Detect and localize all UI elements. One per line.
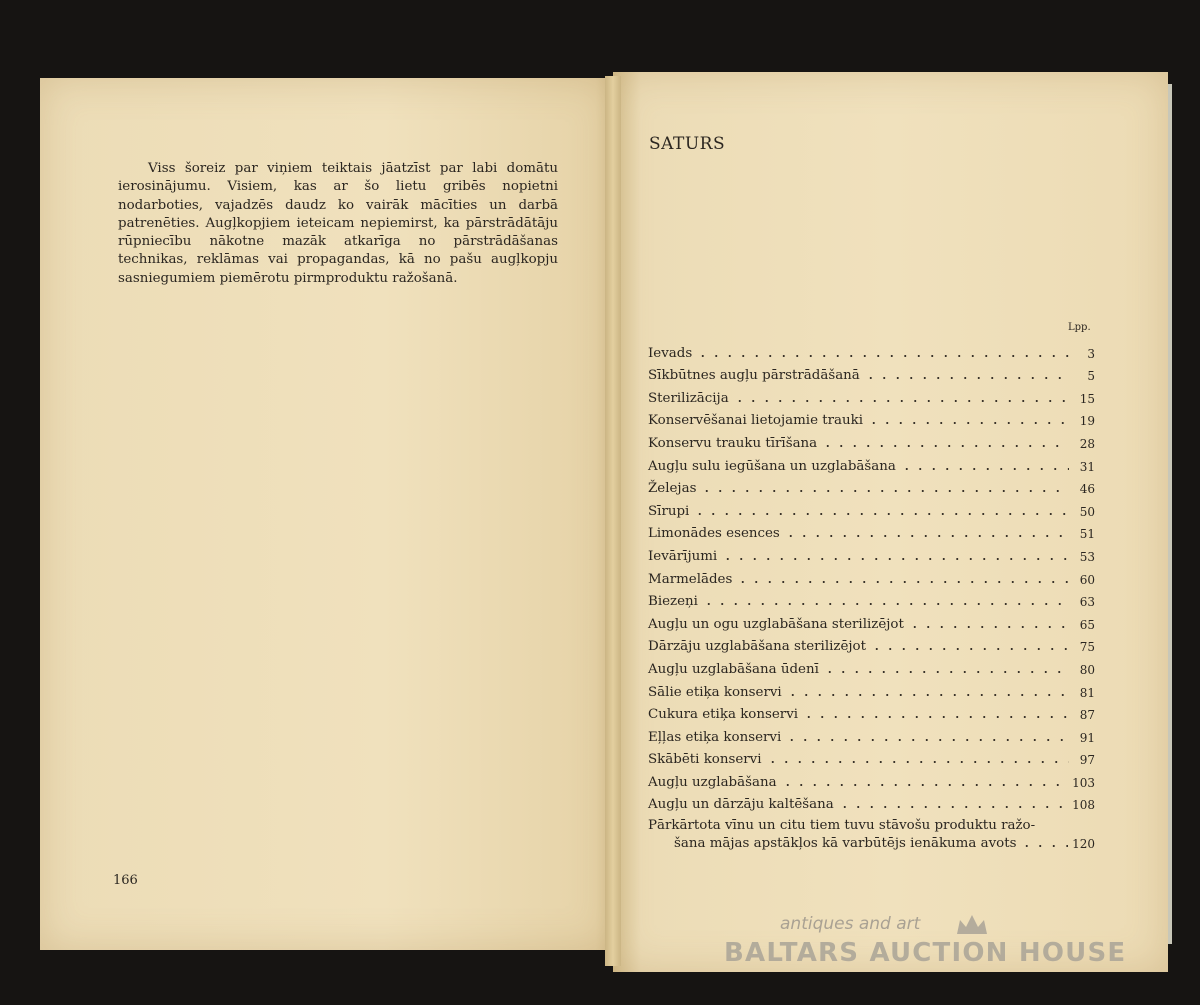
dot-leader (870, 638, 1069, 651)
toc-entry (648, 632, 1095, 655)
dot-leader (900, 457, 1069, 470)
toc-entry (648, 474, 1095, 497)
dot-leader (721, 548, 1069, 561)
page-number: 166 (113, 873, 138, 888)
toc-entry (648, 587, 1095, 610)
toc-entry-page: 75 (1079, 640, 1095, 655)
toc-entry (648, 654, 1095, 677)
toc-entry (648, 519, 1095, 542)
dot-leader (786, 683, 1069, 696)
toc-entry (648, 745, 1095, 768)
dot-leader (700, 480, 1069, 493)
toc-entry (648, 722, 1095, 745)
dot-leader (696, 344, 1069, 357)
dot-leader (702, 593, 1069, 606)
toc-entry-page: 5 (1087, 369, 1095, 384)
toc-entry-page: 97 (1079, 753, 1095, 768)
toc-entry (648, 406, 1095, 429)
toc-entry-page: 51 (1079, 527, 1095, 542)
toc-entry-title: Konservu trauku tīrīšana (648, 435, 818, 451)
toc-entry (648, 383, 1095, 406)
dot-leader (736, 570, 1069, 583)
toc-entry (648, 564, 1095, 587)
dot-leader (823, 661, 1069, 674)
dot-leader (733, 389, 1069, 402)
toc-entry-page: 31 (1079, 459, 1095, 474)
dot-leader (785, 728, 1069, 741)
toc-entry-title: Ievārījumi (648, 548, 718, 564)
dot-leader (908, 615, 1069, 628)
crown-icon (954, 912, 990, 938)
dot-leader (838, 796, 1068, 809)
dot-leader (781, 773, 1069, 786)
toc-entry-page: 65 (1079, 617, 1095, 632)
toc-entry (648, 541, 1095, 564)
toc-entry-page: 19 (1079, 414, 1095, 429)
toc-entry-page: 108 (1072, 798, 1095, 813)
toc-entry-page: 15 (1079, 391, 1095, 406)
toc-entry-title: Augļu sulu iegūšana un uzglabāšana (648, 458, 896, 474)
toc-entry (648, 338, 1095, 361)
toc-entry (648, 496, 1095, 519)
toc-entry-page: 63 (1079, 595, 1095, 610)
toc-entry-title: Konservēšanai lietojamie trauki (648, 413, 864, 429)
dot-leader (864, 367, 1069, 380)
dot-leader (802, 706, 1069, 719)
toc-entry (648, 700, 1095, 723)
dot-leader (784, 525, 1069, 538)
toc-entry-title: Ievads (648, 345, 693, 361)
page-column-header: Lpp. (1068, 322, 1091, 333)
watermark-brand: BALTARS AUCTION HOUSE (724, 938, 1127, 968)
toc-entry-page: 28 (1079, 436, 1095, 451)
paragraph-text: Viss šoreiz par viņiem teiktais jāatzīst par labi domātu ierosinājumu. Visiem, kas ar šo lietu gribēs nopietni nodarboties, vajadzēs daudz ko vairāk mācīties un darbā patrenēties. Augļkopjiem ieteicam nepiemirst, ka pārstrādātāju rūpniecību nākotne mazāk atkarīga no pārstrādāšanas technikas, reklāmas vai propagandas, kā no pašu augļkopju sasniegumiem piemērotu pirmproduktu ražošanā. (118, 161, 558, 286)
dot-leader (867, 412, 1069, 425)
toc-entry-title: Skābēti konservi (648, 752, 762, 768)
toc-entry-title: Sterilizācija (648, 390, 729, 406)
toc-entry-title: Želejas (648, 481, 697, 497)
toc-entry (648, 767, 1095, 790)
dot-leader (821, 435, 1069, 448)
dot-leader (1020, 835, 1068, 848)
toc-entry (648, 451, 1095, 474)
watermark-tagline: antiques and art (780, 914, 921, 934)
dot-leader (766, 751, 1069, 764)
toc-entry-title: Sīkbūtnes augļu pārstrādāšanā (648, 368, 860, 384)
toc-entry-page: 3 (1087, 346, 1095, 361)
toc-entry (648, 812, 1095, 851)
toc-entry (648, 790, 1095, 813)
toc-entry-title: Pārkārtota vīnu un citu tiem tuvu stāvošu produktu ražo- (648, 818, 1036, 834)
toc-entry-page: 120 (1072, 837, 1095, 852)
toc-entry (648, 609, 1095, 632)
toc-entry-page: 91 (1079, 730, 1095, 745)
dot-leader (693, 502, 1069, 515)
toc-entry-page: 103 (1072, 775, 1095, 790)
toc-entry-page: 87 (1079, 708, 1095, 723)
toc-entry-title: Augļu un ogu uzglabāšana sterilizējot (648, 616, 904, 632)
toc-entry-page: 60 (1079, 572, 1095, 587)
toc-entry-title: Limonādes esences (648, 526, 780, 542)
book-spine (605, 76, 621, 966)
table-of-contents (648, 338, 1095, 851)
toc-entry (648, 428, 1095, 451)
toc-entry-title: Dārzāju uzglabāšana sterilizējot (648, 639, 866, 655)
toc-entry-title: Augļu uzglabāšana ūdenī (648, 661, 819, 677)
toc-entry-title: Biezeņi (648, 594, 698, 610)
toc-entry (648, 361, 1095, 384)
toc-entry-title: Sālie etiķa konservi (648, 684, 782, 700)
toc-entry-title: Augļu uzglabāšana (648, 774, 777, 790)
toc-entry-title: Marmelādes (648, 571, 733, 587)
toc-entry-page: 80 (1079, 662, 1095, 677)
toc-entry-page: 50 (1079, 504, 1095, 519)
toc-entry-title: Eļļas etiķa konservi (648, 729, 782, 745)
toc-entry-page: 81 (1079, 685, 1095, 700)
intro-paragraph (118, 160, 558, 288)
toc-entry-page: 53 (1079, 549, 1095, 564)
toc-entry-title: Cukura etiķa konservi (648, 707, 799, 723)
toc-entry-title-continued: šana mājas apstākļos kā varbūtējs ienākuma avots (674, 836, 1017, 852)
toc-entry-page: 46 (1079, 482, 1095, 497)
toc-entry-title: Sīrupi (648, 503, 690, 519)
toc-entry (648, 677, 1095, 700)
toc-title: SATURS (649, 134, 726, 154)
toc-entry-title: Augļu un dārzāju kaltēšana (648, 797, 834, 813)
